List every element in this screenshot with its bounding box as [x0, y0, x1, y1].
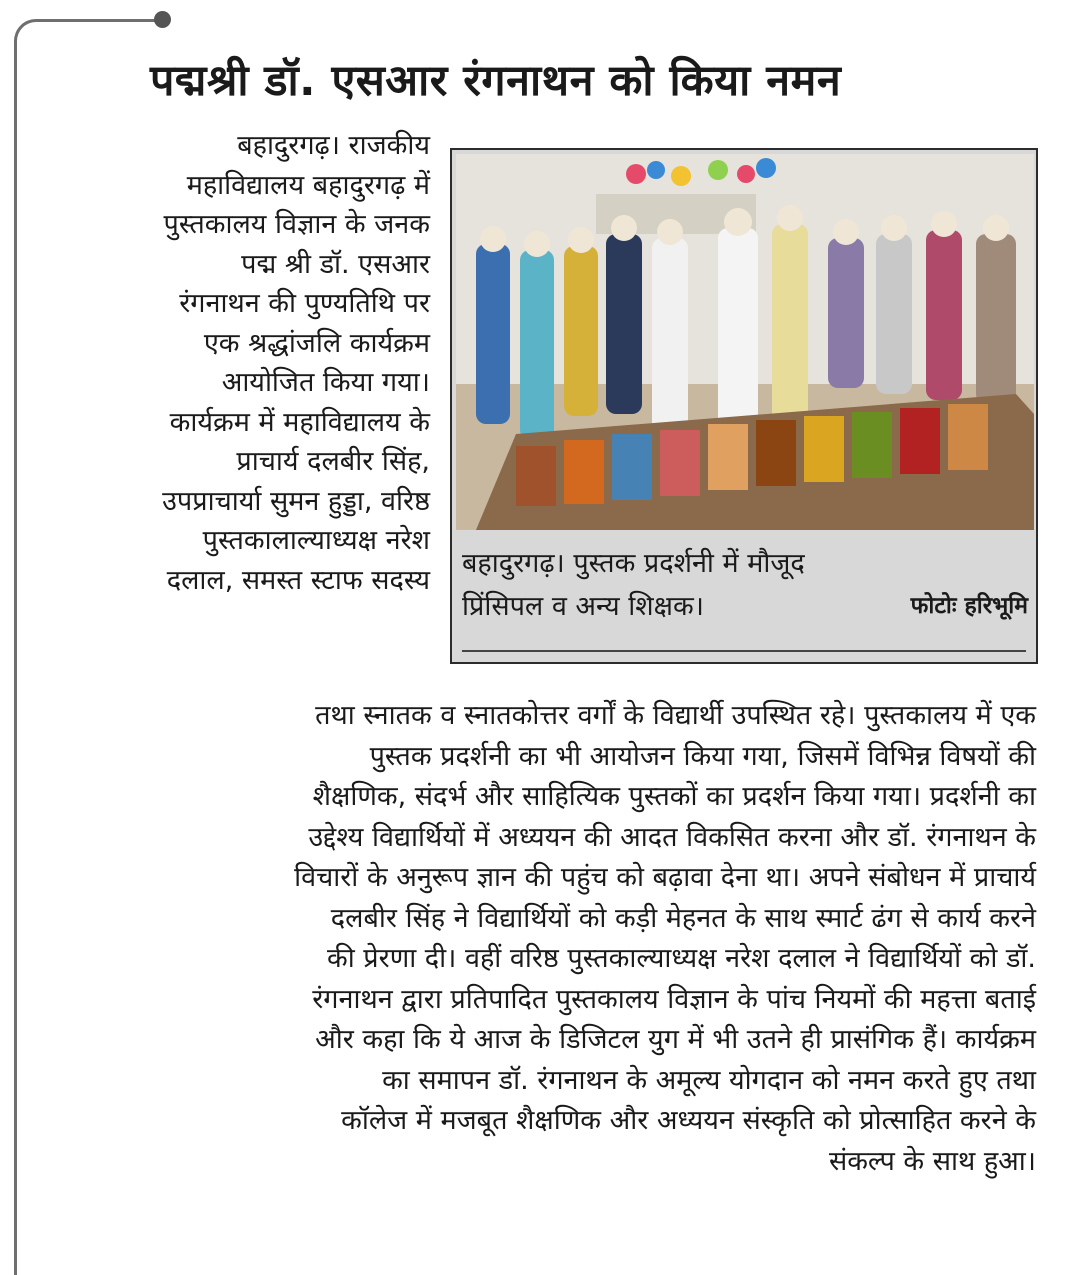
- event-photo: [456, 154, 1034, 530]
- body-line: की प्रेरणा दी। वहीं वरिष्ठ पुस्तकाल्याध्यक्ष नरेश दलाल ने विद्यार्थियों को डॉ.: [326, 943, 1036, 974]
- body-line: पुस्तक प्रदर्शनी का भी आयोजन किया गया, जिसमें विभिन्न विषयों की: [369, 740, 1036, 772]
- body-line: कॉलेज में मजबूत शैक्षणिक और अध्ययन संस्कृति को प्रोत्साहित करने के: [341, 1105, 1036, 1136]
- intro-line: प्राचार्य दलबीर सिंह,: [236, 446, 430, 477]
- intro-line: आयोजित किया गया।: [221, 367, 430, 398]
- body-line: संकल्प के साथ हुआ।: [828, 1145, 1036, 1177]
- caption-line-2: प्रिंसिपल व अन्य शिक्षक।: [462, 591, 704, 622]
- intro-line: कार्यक्रम में महाविद्यालय के: [169, 406, 430, 438]
- intro-line: दलाल, समस्त स्टाफ सदस्य: [166, 564, 430, 596]
- body-line: विचारों के अनुरूप ज्ञान की पहुंच को बढ़ावा देना था। अपने संबोधन में प्राचार्य: [294, 862, 1036, 893]
- bracket-dot: [154, 11, 171, 28]
- intro-line: पुस्तकालय विज्ञान के जनक: [163, 209, 430, 240]
- intro-line: पुस्तकालाल्याध्यक्ष नरेश: [202, 525, 430, 556]
- body-line: उद्देश्य विद्यार्थियों में अध्ययन की आदत विकसित करना और डॉ. रंगनाथन के: [308, 821, 1036, 853]
- photo-credit: फोटोः हरिभूमि: [910, 593, 1028, 619]
- body-line: का समापन डॉ. रंगनाथन के अमूल्य योगदान को नमन करते हुए तथा: [382, 1064, 1036, 1096]
- intro-line: उपप्राचार्या सुमन हुड्डा, वरिष्ठ: [162, 485, 430, 517]
- intro-line: रंगनाथन की पुण्यतिथि पर: [179, 288, 430, 319]
- body-line: तथा स्नातक व स्नातकोत्तर वर्गों के विद्यार्थी उपस्थित रहे। पुस्तकालय में एक: [315, 700, 1036, 731]
- intro-column: [48, 126, 430, 600]
- body-line: रंगनाथन द्वारा प्रतिपादित पुस्तकालय विज्ञान के पांच नियमों की महत्ता बताई: [312, 983, 1036, 1015]
- intro-line: महाविद्यालय बहादुरगढ़ में: [186, 169, 430, 201]
- intro-line: एक श्रद्धांजलि कार्यक्रम: [203, 327, 430, 359]
- photo-frame: [450, 148, 1038, 664]
- body-line: शैक्षणिक, संदर्भ और साहित्यिक पुस्तकों का प्रदर्शन किया गया। प्रदर्शनी का: [312, 781, 1036, 812]
- body-line: दलबीर सिंह ने विद्यार्थियों को कड़ी मेहनत के साथ स्मार्ट ढंग से कार्य करने: [330, 902, 1036, 934]
- article-body: [36, 696, 1036, 1182]
- intro-line: बहादुरगढ़। राजकीय: [237, 130, 430, 161]
- intro-line: पद्म श्री डॉ. एसआर: [241, 248, 430, 280]
- body-line: और कहा कि ये आज के डिजिटल युग में भी उतने ही प्रासंगिक हैं। कार्यक्रम: [315, 1024, 1036, 1055]
- headline: पद्मश्री डॉ. एसआर रंगनाथन को किया नमन: [150, 56, 842, 106]
- caption-divider: [462, 650, 1026, 652]
- caption-line-1: बहादुरगढ़। पुस्तक प्रदर्शनी में मौजूद: [462, 548, 805, 579]
